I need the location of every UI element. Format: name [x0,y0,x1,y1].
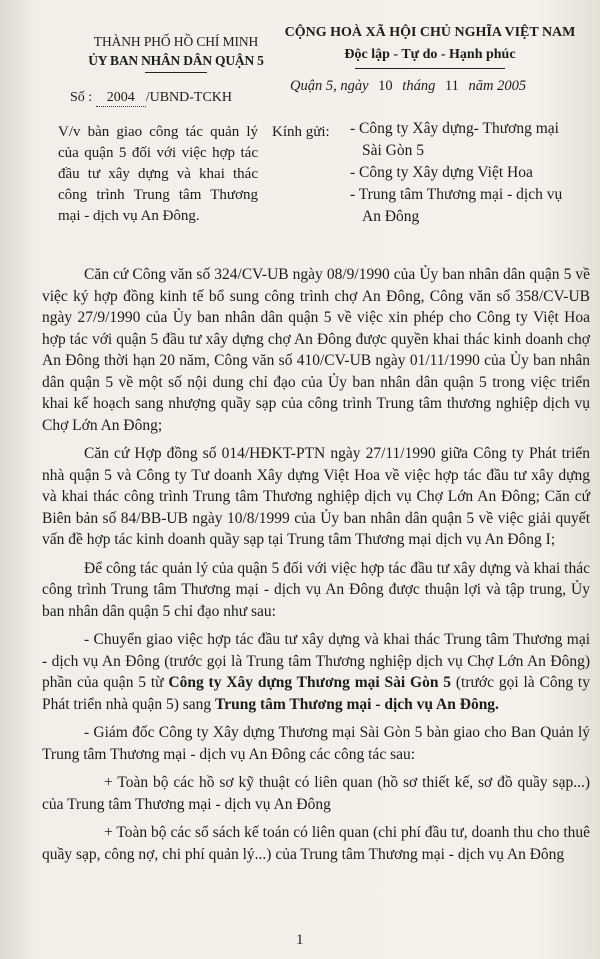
transfer-text-c: (trước gọi là Công ty Phát triển nhà quận 5) sang [42,674,590,713]
transfer-from-company: Công ty Xây dựng Thương mại Sài Gòn 5 [168,674,452,691]
body-paragraph-transfer [42,629,590,715]
body-paragraph: Căn cứ Hợp đồng số 014/HĐKT-PTN ngày 27/11/1990 giữa Công ty Phát triển nhà quận 5 và Công ty Tư doanh Xây dựng Việt Hoa về việc hợp tác đầu tư xây dựng và khai thác công trình Trung tâm Thương nghiệp dịch vụ Chợ Lớn An Đông; Căn cứ Biên bản số 84/BB-UB ngày 10/8/1999 của Ủy ban nhân dân quận 5 về việc giải quyết vấn đề hợp tác kinh doanh quầy sạp tại Trung tâm Thương mại dịch vụ An Đông I; [42,445,590,548]
document-number-prefix: Số : [70,90,93,105]
date-year-label: năm [468,78,494,94]
document-date [290,78,526,95]
recipient-item: - Trung tâm Thương mại - dịch vụ An Đông [350,186,563,225]
transfer-to-center: Trung tâm Thương mại - dịch vụ An Đông. [215,695,499,713]
document-number-value: 2004 [96,90,146,107]
motto: Độc lập - Tự do - Hạnh phúc [344,47,516,62]
country-name: CỘNG HOÀ XÃ HỘI CHỦ NGHĨA VIỆT NAM [284,25,576,40]
recipients-label: Kính gửi: [272,124,330,140]
city-name: THÀNH PHỐ HỒ CHÍ MINH [93,34,259,49]
recipients-list [350,118,580,228]
header-left-underline [145,72,207,73]
recipient-item: - Công ty Xây dựng Việt Hoa [350,164,533,181]
document-body [42,264,590,872]
body-list-item: + Toàn bộ các hồ sơ kỹ thuật có liên quan (hồ sơ thiết kế, sơ đồ quầy sạp...) của Trung tâm Thương mại - dịch vụ An Đông [42,774,590,813]
date-month: 11 [444,78,459,94]
body-paragraph: Căn cứ Công văn số 324/CV-UB ngày 08/9/1990 của Ủy ban nhân dân quận 5 về việc ký hợp đồng kinh tế bổ sung công trình chợ An Đông, Công văn số 358/CV-UB ngày 27/9/1990 của Ủy ban nhân dân quận 5 về việc xin phép cho Công ty Việt Hoa hợp tác với quận 5 đầu tư xây dựng chợ An Đông được quyền khai thác kinh doanh chợ An Đông thời hạn 20 năm, Công văn số 410/CV-UB ngày 01/11/1990 của Ủy ban nhân dân quận 5 về một số nội dung chỉ đạo của Ủy ban nhân dân quận 5 trong việc triển khai kế hoạch sang nhượng quầy sạp của công trình Trung tâm thương nghiệp dịch vụ Chợ Lớn An Đông; [42,266,590,434]
date-place: Quận 5, ngày [290,78,369,94]
recipient-item: - Công ty Xây dựng- Thương mại Sài Gòn 5 [350,120,559,159]
date-year: 2005 [497,78,527,94]
subject-line: V/v bàn giao công tác quản lý của quận 5 đối với việc hợp tác đầu tư xây dựng và khai thác công trình Trung tâm Thương mại - dịch vụ An Đông. [58,124,258,224]
document-number-suffix: /UBND-TCKH [145,90,233,105]
body-list-item: + Toàn bộ các sổ sách kế toán có liên quan (chi phí đầu tư, doanh thu cho thuê quầy sạp, công nợ, chi phí quản lý...) của Trung tâm Thương mại - dịch vụ An Đông [42,824,590,863]
document-number [70,90,232,107]
date-month-label: tháng [402,78,436,94]
body-paragraph: Để công tác quản lý của quận 5 đối với việc hợp tác đầu tư xây dựng và khai thác công trình Trung tâm Thương mại - dịch vụ An Đông được thuận lợi và tập trung, Ủy ban nhân dân quận 5 chỉ đạo như sau: [42,559,590,620]
authority-name: ỦY BAN NHÂN DÂN QUẬN 5 [88,53,264,68]
body-paragraph: - Giám đốc Công ty Xây dựng Thương mại Sài Gòn 5 bàn giao cho Ban Quản lý Trung tâm Thương mại - dịch vụ An Đông các công tác sau: [42,724,590,763]
transfer-text-a: - Chuyển giao việc hợp tác đầu tư xây dựng và khai thác Trung tâm Thương mại - dịch vụ An Đông (trước gọi là Trung tâm Thương nghiệp dịch vụ Chợ Lớn An Đông) phần của quận 5 từ [42,631,590,691]
page-number: 1 [296,932,304,948]
header-right-underline [355,68,505,69]
date-day: 10 [378,78,393,94]
issuing-authority-header [78,32,274,73]
national-motto-header [282,22,578,69]
